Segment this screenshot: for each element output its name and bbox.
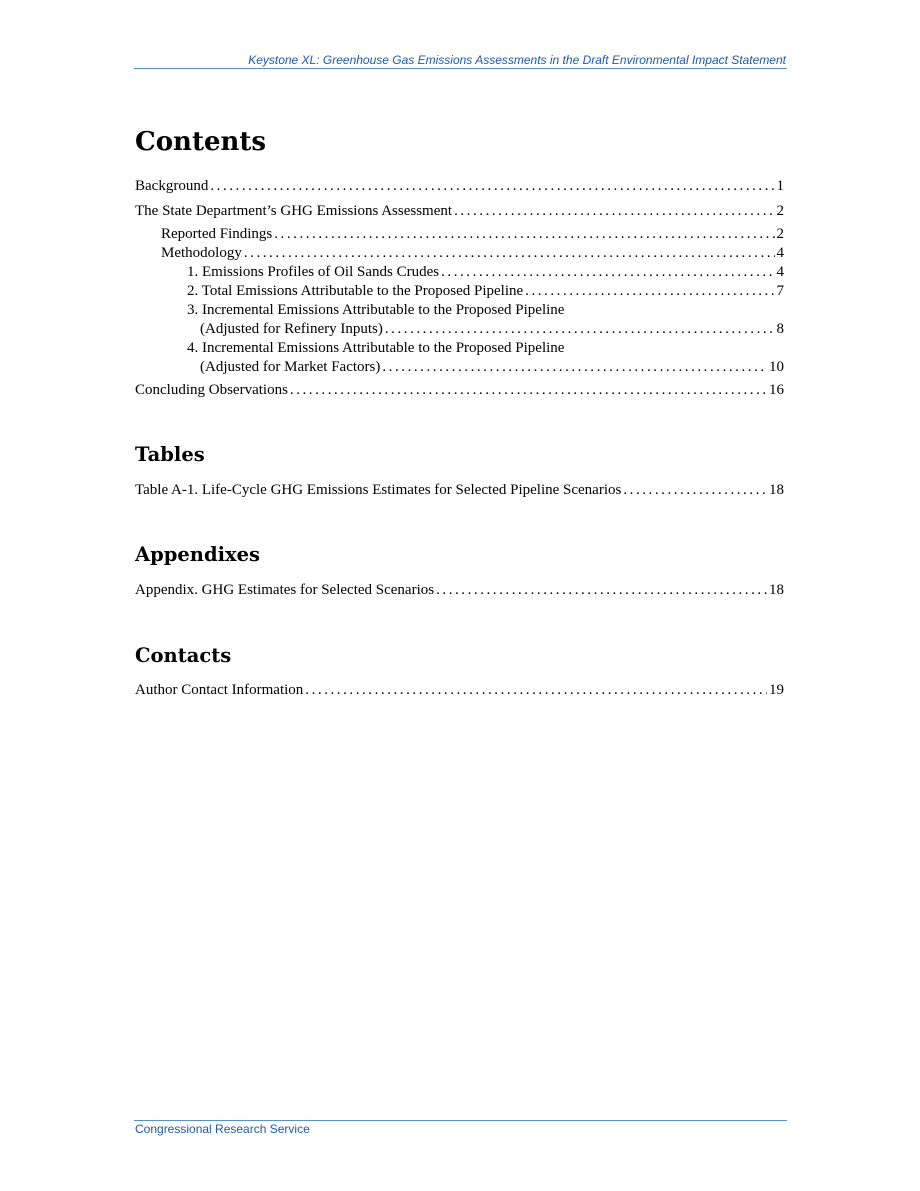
toc-entry-label: Reported Findings bbox=[161, 226, 273, 242]
footer-rule bbox=[134, 1120, 787, 1121]
toc-entry-table-a1[interactable] bbox=[135, 481, 784, 500]
toc-entry-label: Concluding Observations bbox=[135, 382, 288, 398]
toc-entry-page: 2 bbox=[776, 203, 784, 219]
toc-entry-background[interactable] bbox=[135, 177, 784, 196]
toc-entry-page: 4 bbox=[776, 264, 784, 280]
contents-heading: Contents bbox=[135, 127, 267, 157]
toc-entry-appendix[interactable] bbox=[135, 581, 784, 600]
toc-entry-label: 1. Emissions Profiles of Oil Sands Crudes bbox=[187, 264, 440, 280]
toc-entry-total-emissions[interactable] bbox=[187, 282, 784, 301]
toc-entry-label: The State Department’s GHG Emissions Assessment bbox=[135, 203, 453, 219]
dot-leader bbox=[210, 177, 774, 196]
toc-entry-concluding-observations[interactable] bbox=[135, 381, 784, 400]
dot-leader bbox=[441, 263, 774, 282]
toc-entry-page: 19 bbox=[769, 682, 784, 698]
dot-leader bbox=[244, 244, 775, 263]
toc-entry-label: Table A-1. Life-Cycle GHG Emissions Estimates for Selected Pipeline Scenarios bbox=[135, 482, 622, 498]
dot-leader bbox=[290, 381, 767, 400]
header-rule bbox=[134, 68, 787, 69]
toc-entry-label: Background bbox=[135, 178, 209, 194]
toc-entry-page: 18 bbox=[769, 482, 784, 498]
dot-leader bbox=[525, 282, 774, 301]
toc-entry-page: 18 bbox=[769, 582, 784, 598]
toc-entry-incremental-market[interactable] bbox=[200, 358, 784, 377]
running-header: Keystone XL: Greenhouse Gas Emissions Assessments in the Draft Environmental Impact Statement bbox=[248, 53, 786, 67]
dot-leader bbox=[436, 581, 767, 600]
toc-entry-page: 16 bbox=[769, 382, 784, 398]
toc-entry-page: 8 bbox=[776, 321, 784, 337]
toc-entry-label: (Adjusted for Refinery Inputs) bbox=[200, 321, 383, 337]
dot-leader bbox=[274, 225, 774, 244]
toc-entry-label: 2. Total Emissions Attributable to the Proposed Pipeline bbox=[187, 283, 524, 299]
dot-leader bbox=[623, 481, 767, 500]
dot-leader bbox=[385, 320, 775, 339]
toc-entry-author-contact[interactable] bbox=[135, 681, 784, 700]
toc-entry-label-line1: 4. Incremental Emissions Attributable to the Proposed Pipeline bbox=[187, 340, 565, 356]
toc-entry-incremental-refinery[interactable] bbox=[200, 320, 784, 339]
toc-entry-label: (Adjusted for Market Factors) bbox=[200, 359, 381, 375]
toc-entry-label: Author Contact Information bbox=[135, 682, 304, 698]
toc-entry-ghg-assessment[interactable] bbox=[135, 202, 784, 221]
toc-entry-reported-findings[interactable] bbox=[161, 225, 784, 244]
dot-leader bbox=[382, 358, 767, 377]
toc-entry-label-line1: 3. Incremental Emissions Attributable to the Proposed Pipeline bbox=[187, 302, 565, 318]
running-footer: Congressional Research Service bbox=[135, 1122, 310, 1136]
toc-entry-page: 4 bbox=[776, 245, 784, 261]
toc-entry-methodology[interactable] bbox=[161, 244, 784, 263]
toc-entry-emissions-profiles[interactable] bbox=[187, 263, 784, 282]
contacts-heading: Contacts bbox=[135, 644, 232, 667]
toc-entry-page: 1 bbox=[776, 178, 784, 194]
dot-leader bbox=[454, 202, 774, 221]
appendixes-heading: Appendixes bbox=[135, 543, 261, 566]
toc-entry-page: 10 bbox=[769, 359, 784, 375]
tables-heading: Tables bbox=[135, 443, 205, 466]
toc-entry-page: 7 bbox=[776, 283, 784, 299]
dot-leader bbox=[305, 681, 767, 700]
toc-entry-page: 2 bbox=[776, 226, 784, 242]
toc-entry-label: Methodology bbox=[161, 245, 242, 261]
toc-entry-label: Appendix. GHG Estimates for Selected Scenarios bbox=[135, 582, 435, 598]
